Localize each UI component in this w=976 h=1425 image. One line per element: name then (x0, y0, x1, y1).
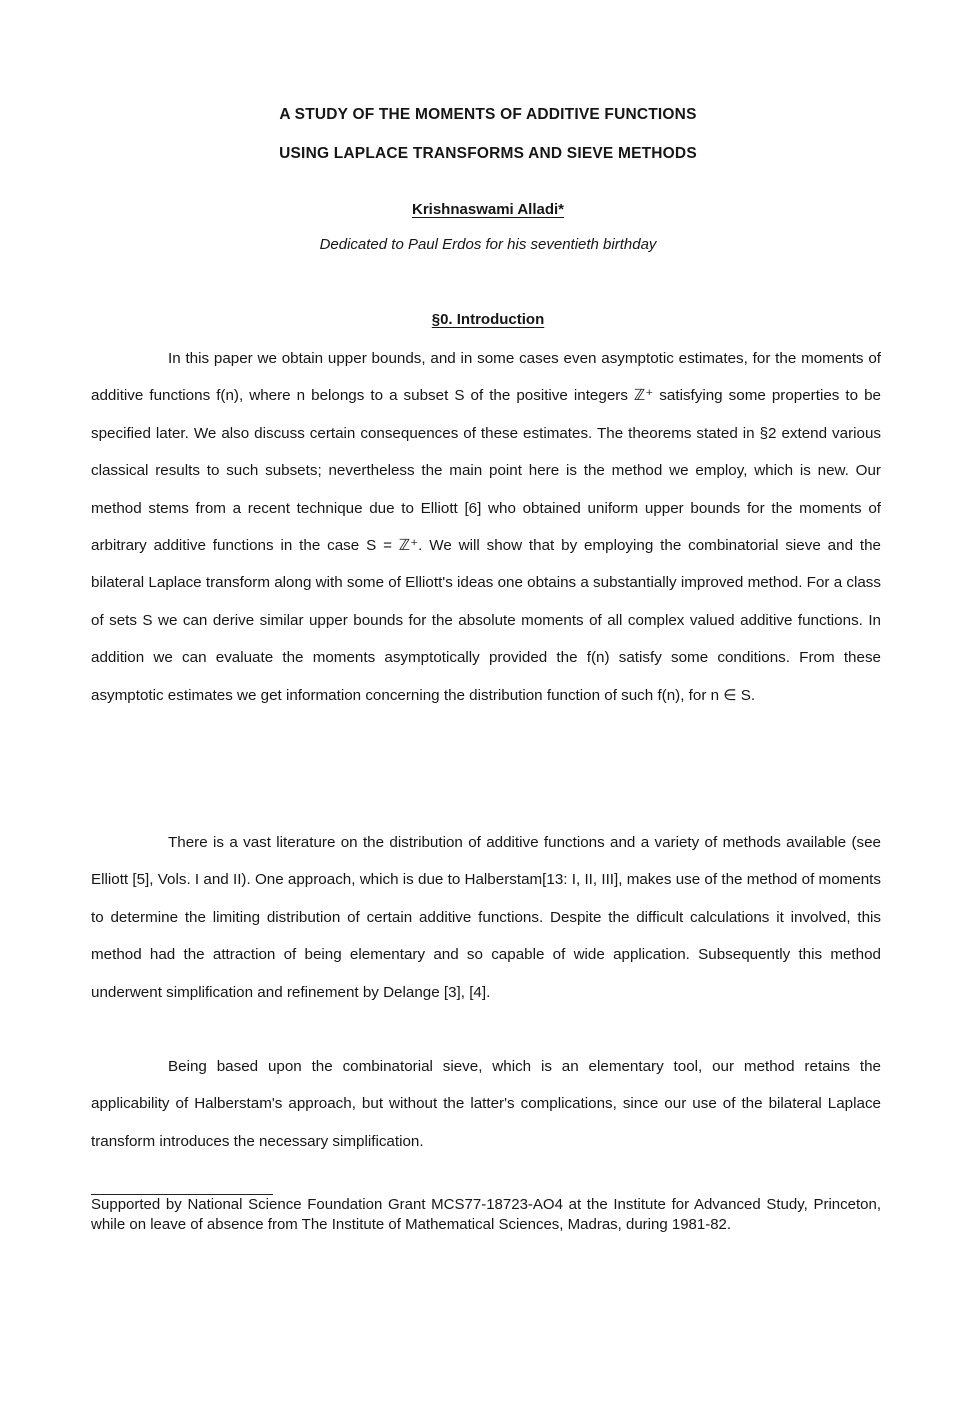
title-line-2: USING LAPLACE TRANSFORMS AND SIEVE METHODS (279, 145, 697, 162)
section-heading-block (0, 311, 976, 328)
body-paragraph-2-block (91, 824, 881, 1011)
body-paragraph-1-block (91, 340, 881, 714)
dedication: Dedicated to Paul Erdos for his seventieth birthday (319, 236, 657, 253)
body-paragraph: In this paper we obtain upper bounds, and in some cases even asymptotic estimates, for the moments of additive functions f(n), where n belongs to a subset S of the positive integers ℤ⁺ satisfying some properties to be specified later. We also discuss certain consequences of these estimates. The theorems stated in §2 extend various classical results to such subsets; nevertheless the main point here is the method we employ, which is new. Our method stems from a recent technique due to Elliott [6] who obtained uniform upper bounds for the moments of arbitrary additive functions in the case S = ℤ⁺. We will show that by employing the combinatorial sieve and the bilateral Laplace transform along with some of Elliott's ideas one obtains a substantially improved method. For a class of sets S we can derive similar upper bounds for the absolute moments of all complex valued additive functions. In addition we can evaluate the moments asymptotically provided the f(n) satisfy some conditions. From these asymptotic estimates we get information concerning the distribution function of such f(n), for n ∈ S. (91, 350, 881, 704)
author-block (0, 201, 976, 218)
author-name: Krishnaswami Alladi* (412, 201, 564, 218)
body-paragraph: Being based upon the combinatorial sieve, which is an elementary tool, our method retains the applicability of Halberstam's approach, but without the latter's complications, since our use of the bilateral Laplace transform introduces the necessary simplification. (91, 1058, 881, 1150)
section-heading: §0. Introduction (431, 311, 545, 328)
title-line-1: A STUDY OF THE MOMENTS OF ADDITIVE FUNCTIONS (279, 106, 697, 123)
body-paragraph-3-block (91, 1048, 881, 1160)
body-paragraph: There is a vast literature on the distribution of additive functions and a variety of methods available (see Elliott [5], Vols. I and II). One approach, which is due to Halberstam[13: I, II, III], makes use of the method of moments to determine the limiting distribution of certain additive functions. Despite the difficult calculations it involved, this method had the attraction of being elementary and so capable of wide application. Subsequently this method underwent simplification and refinement by Delange [3], [4]. (91, 834, 881, 1001)
footnote: Supported by National Science Foundation Grant MCS77-18723-AO4 at the Institute for Advanced Study, Princeton, while on leave of absence from The Institute of Mathematical Sciences, Madras, during 1981-82. (91, 1196, 881, 1233)
